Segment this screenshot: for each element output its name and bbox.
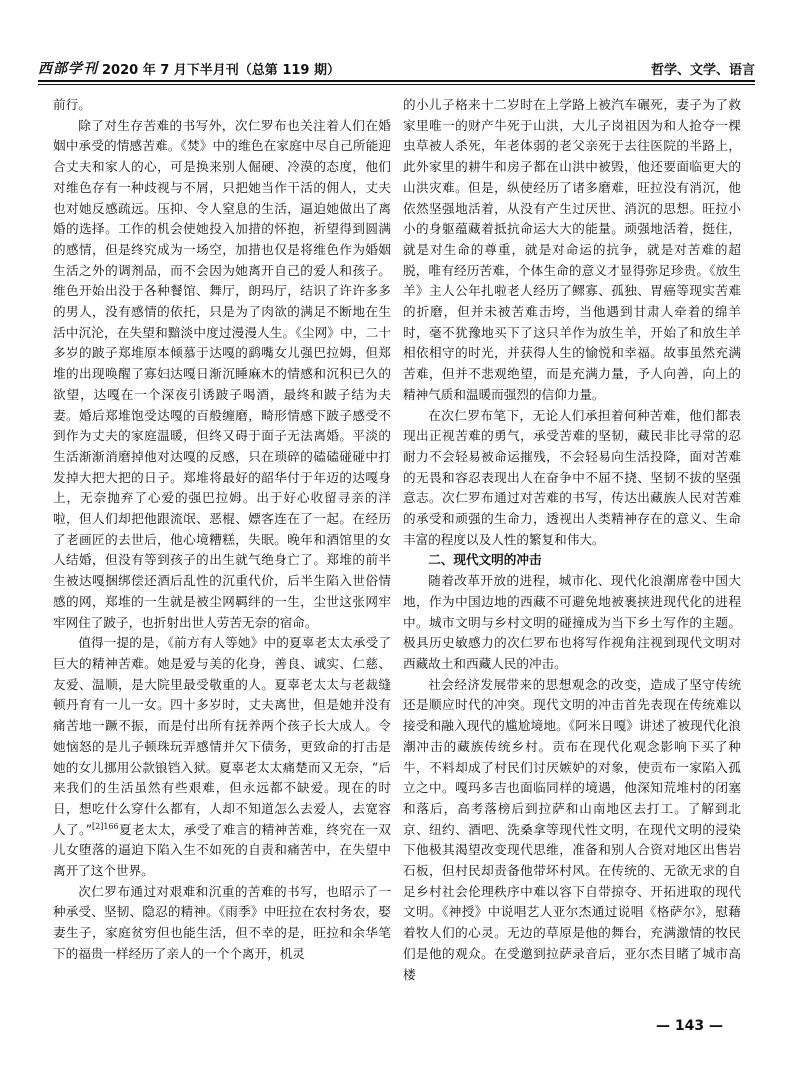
header-rule-thick [38, 80, 755, 82]
section-title: 哲学、文学、语言 [650, 63, 755, 78]
paragraph [53, 116, 391, 634]
paragraph-text: 随着改革开放的进程，城市化、现代化浪潮席卷中国大地，作为中国边地的西藏不可避免地被裹挟进现代化的进程中。城市文明与乡村文明的碰撞成为当下乡土写作的主题。极具历史敏感力的次仁罗布也将写作视角注视到现代文明对西藏故土和西藏人民的冲击。 [403, 573, 741, 671]
citation-marker: [2]166 [92, 821, 119, 831]
paragraph-text: 夏老太太，承受了难言的精神苦难，终究在一双儿女堕落的逼迫下陷入生不如死的自责和痛苦中，在失望中离开了这个世界。 [53, 821, 391, 879]
issue-info: 2020 年 7 月下半月刊（总第 119 期） [102, 63, 340, 78]
paragraph [53, 882, 391, 965]
paragraph [53, 95, 391, 116]
paragraph-text: 前行。 [53, 97, 91, 112]
journal-logo: 西部学刊 [38, 61, 98, 77]
left-column [53, 95, 391, 965]
paragraph-text: 次仁罗布通过对艰难和沉重的苦难的书写，也昭示了一种承受、坚韧、隐忍的精神。《雨季》中旺拉在农村务农，娶妻生子，家庭贫穷但也能生活，但不幸的是，旺拉和余华笔下的福贵一样经历了亲人的一个个离开，机灵 [53, 883, 391, 961]
paragraph-text: 值得一提的是，《前方有人等她》中的夏辜老太太承受了巨大的精神苦难。她是爱与美的化身，善良、诚实、仁慈、友爱、温顺，是大院里最受敬重的人。夏辜老太太与老裁缝顿丹育有一儿一女。四十多岁时，丈夫离世，但是她并没有痛苦地一蹶不振，而是付出所有抚养两个孩子长大成人。令她恼怒的是儿子顿珠玩弄感情并欠下债务，更致命的打击是她的女儿挪用公款锒铛入狱。夏辜老太太痛楚而又无奈，“后来我们的生活虽然有些艰难，但永远都不缺爱。现在的时日，想吃什么穿什么都有，人却不知道怎么去爱人，去宽容人了。” [53, 635, 391, 837]
paragraph-text: 二、现代文明的冲击 [428, 552, 542, 568]
right-column [403, 95, 741, 985]
header-rule-thin [38, 84, 755, 85]
paragraph [403, 571, 741, 675]
paragraph-text: 除了对生存苦难的书写外，次仁罗布也关注着人们在婚姻中承受的情感苦难。《焚》中的维色在家庭中尽自己所能迎合丈夫和家人的心，可是换来别人倔硬、冷漠的态度，他们对维色存有一种歧视与不屑，只把她当作干活的佣人，丈夫也对她反感疏远。压抑、令人窒息的生活，逼迫她做出了离婚的选择。工作的机会使她投入加措的怀抱，祈望得到圆满的感情，但是终究成为一场空，加措也仅是将维色作为婚姻生活之外的调剂品，而不会因为她离开自己的爱人和孩子。维色开始出没于各种餐馆、舞厅，朗玛厅，结识了许许多多的男人，没有感情的依托，只是为了肉欲的满足不断地在生活中沉沦，在失望和黯淡中度过漫漫人生。《尘网》中，二十多岁的跛子郑堆原本倾慕于达嘎的鹞嘴女儿强巴拉姆，但郑堆的出现唤醒了寡妇达嘎日渐沉睡麻木的情感和沉积已久的欲望，达嘎在一个深夜引诱跛子喝酒，最终和跛子结为夫妻。婚后郑堆饱受达嘎的百般缠磨，畸形情感下跛子感受不到作为丈夫的家庭温暖，但终又碍于面子无法离婚。平淡的生活渐渐消磨掉他对达嘎的反感，只在琐碎的磕磕碰碰中打发掉大把大把的日子。郑堆将最好的韶华付于年迈的达嘎身上，无奈抛弃了心爱的强巴拉姆。出于好心收留寻亲的洋啦，但人们却把他跟流氓、恶棍、嫖客连在了一起。在经历了老画匠的去世后，他心境糟糕，失眠。晚年和酒馆里的女人结婚，但没有等到孩子的出生就气绝身亡了。郑堆的前半生被达嘎捆绑偿还酒后乱性的沉重代价，后半生陷入世俗情感的网，郑堆的一生就是被尘网羁绊的一生，尘世这张网牢牢网住了跛子，也折射出世人劳苦无奈的宿命。 [53, 117, 391, 630]
journal-info [38, 58, 340, 78]
paragraph-text: 的小儿子格来十二岁时在上学路上被汽车碾死，妻子为了救家里唯一的财产牛死于山洪，大儿子岗祖因为和人抢夺一棵虫草被人杀死，年老体弱的老父亲死于去往医院的半路上，此外家里的耕牛和房子都在山洪中被毁，他还要面临更大的山洪灾难。但是，纵使经历了诸多磨难，旺拉没有消沉，他依然坚强地活着，从没有产生过厌世、消沉的思想。旺拉小小的身躯蕴藏着抵抗命运大大的能量。顽强地活着，挺住，就是对生命的尊重，就是对命运的抗争，就是对苦难的超脱，唯有经历苦难，个体生命的意义才显得弥足珍贵。《放生羊》主人公年扎啦老人经历了鳏寡、孤独、胃癌等现实苦难的折磨，但并未被苦难击垮，当他遇到甘肃人牵着的绵羊时，毫不犹豫地买下了这只羊作为放生羊，开始了和放生羊相依相守的时光，并获得人生的愉悦和幸福。故事虽然充满苦难，但并不悲观绝望，而是充满力量，予人向善，向上的精神气质和温暖而强烈的信仰力量。 [403, 97, 741, 402]
paragraph [403, 406, 741, 551]
section-heading [403, 550, 741, 571]
paragraph-text: 在次仁罗布笔下，无论人们承担着何种苦难，他们都表现出正视苦难的勇气，承受苦难的坚韧，藏民非比寻常的忍耐力不会轻易被命运摧残，不会轻易向生活投降，面对苦难的无畏和容忍表现出人在奋争中不屈不挠、坚韧不拔的坚强意志。次仁罗布通过对苦难的书写，传达出藏族人民对苦难的承受和顽强的生命力，透视出人类精神存在的意义、生命丰富的程度以及人性的繁复和伟大。 [403, 407, 741, 547]
page-number: — 143 — [656, 1018, 723, 1034]
paragraph [403, 95, 741, 406]
page-header [38, 56, 755, 78]
paragraph-text: 社会经济发展带来的思想观念的改变，造成了坚守传统还是顺应时代的冲突。现代文明的冲击首先表现在传统难以接受和融入现代的尴尬境地。《阿米日嘎》讲述了被现代化浪潮冲击的藏族传统乡村。贡布在现代化观念影响下买了种牛，不料却成了村民们讨厌嫉妒的对象，使贡布一家陷入孤立之中。嘎玛多吉也面临同样的境遇，他深知荒堆村的闭塞和落后，高考落榜后到拉萨和山南地区去打工。了解到北京、纽约、酒吧、洗桑拿等现代性文明，在现代文明的浸染下他极其渴望改变现代思维，准备和别人合资对地区出售岩石板，但村民却责备他带坏村风。在传统的、无欲无求的自足乡村社会伦理秩序中难以容下自带掠夺、开拓进取的现代文明。《神授》中说唱艺人亚尔杰通过说唱《格萨尔》，慰藉着牧人们的心灵。无边的草原是他的舞台，充满激情的牧民们是他的观众。在受邀到拉萨录音后，亚尔杰目睹了城市高楼 [403, 676, 741, 982]
paragraph [403, 675, 741, 986]
paragraph [53, 633, 391, 881]
